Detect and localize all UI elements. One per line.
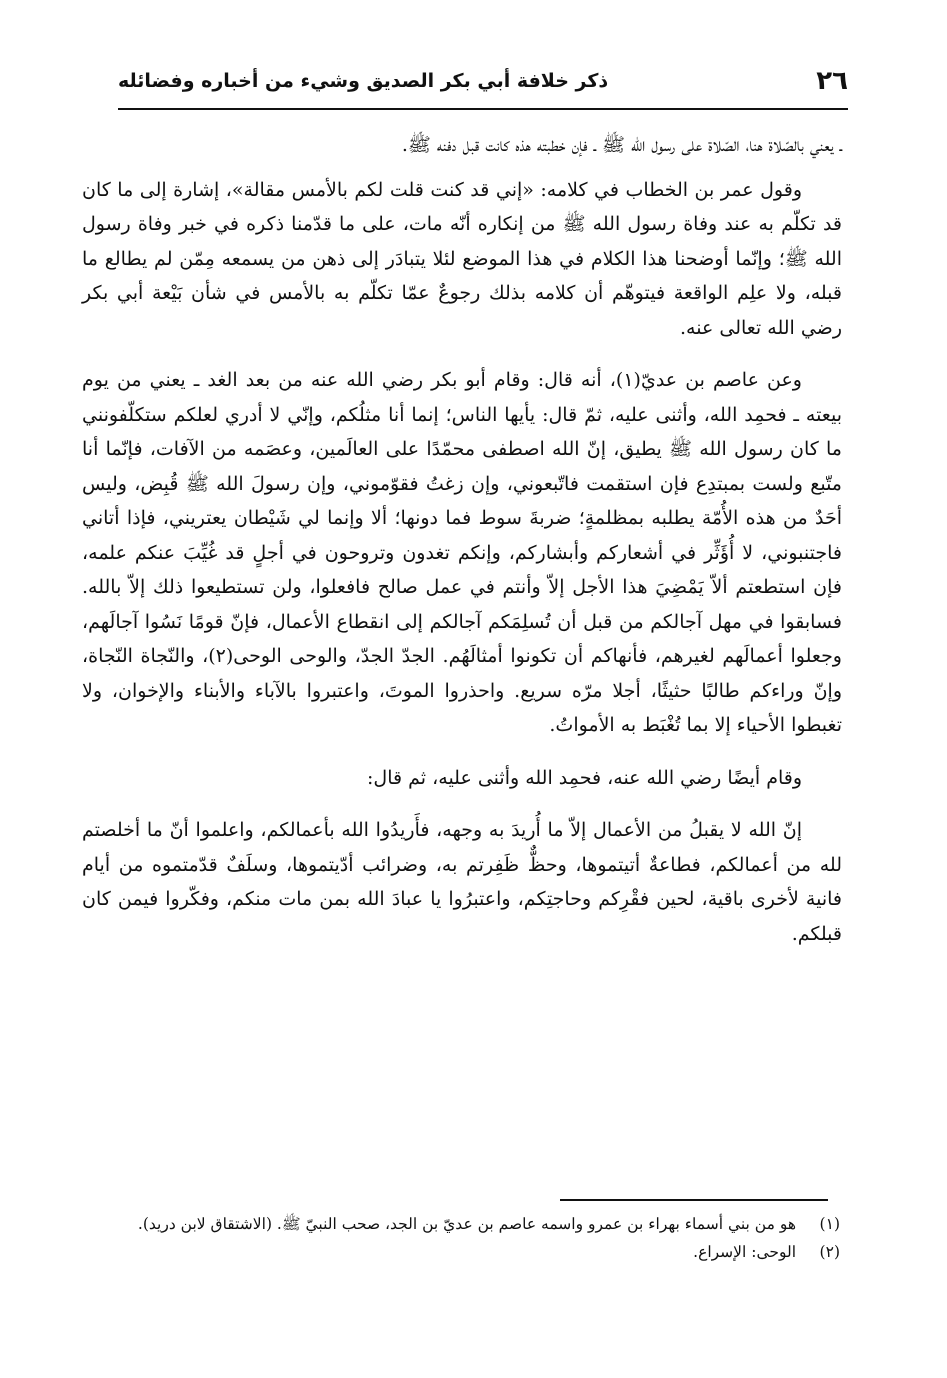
running-header — [118, 62, 848, 106]
paragraph-second-speech-intro: وقام أيضًا رضي الله عنه، فحمِد الله وأثنى عليه، ثم قال: — [367, 766, 802, 789]
paragraph-prayer-explanation: ـ يعني بالصّلاة هنا، الصّلاة على رسول الله ﷺ ـ فإن خطبته هذه كانت قبل دفنه ﷺ. — [401, 134, 842, 156]
footnote-text: هو من بني أسماء بهراء بن عمرو واسمه عاصم بن عديّ بن الجد، صحب النبيّ ﷺ. (الاشتقاق لابن دريد). — [137, 1215, 796, 1233]
paragraph-second-speech: إنّ الله لا يقبلُ من الأعمال إلاّ ما أُريدَ به وجهه، فأَريدُوا الله بأعمالكم، واعلموا أنّ ما أخلصتم لله من أعمالكم، فطاعةٌ أتيتموها، وحظٌّ ظَفِرتم به، وضرائب أدّيتموها، وسلَفٌ قدّمتموه من أيام فانية لأخرى باقية، لحين فقْرِكم وحاجتِكم، واعتبرُوا يا عبادَ الله بمن مات منكم، وفكّروا فيمن كان قبلكم. — [82, 819, 842, 945]
header-divider — [118, 108, 848, 110]
footnote-number: (١) — [819, 1215, 840, 1233]
footnote-text: الوحى: الإسراع. — [693, 1243, 796, 1261]
running-title: ذكر خلافة أبي بكر الصديق وشيء من أخباره وفضائله — [118, 70, 609, 92]
page-number: ٢٦ — [816, 66, 848, 96]
main-text — [82, 128, 842, 965]
paragraph-abu-bakr-first-speech: وعن عاصم بن عديّ(١)، أنه قال: وقام أبو بكر رضي الله عنه من بعد الغد ـ يعني من يوم بيعته ـ فحمِد الله، وأثنى عليه، ثمّ قال: يأيها الناس؛ إنما أنا مثلُكم، وإنّي لا أدري لعلكم ستكلّفونني ما كان رسول الله ﷺ يطيق، إنّ الله اصطفى محمّدًا على العالَمين، وعصَمه من الآفات، فإنّما أنا متّبع ولست بمبتدِع فإن استقمت فاتّبعوني، وإن زغتُ فقوّموني، وإن رسولَ الله ﷺ قُبِض، وليس أحَدٌ من هذه الأُمّة يطلبه بمظلمةٍ؛ ضربةَ سوط فما دونها؛ ألا وإنما لي شَيْطان يعتريني، فإذا أتاني فاجتنبوني، لا أُؤَثِّر في أشعاركم وأبشاركم، وإنكم تغدون وتروحون في أجلٍ قد غُيِّبَ عنكم علمه، فإن استطعتم ألاّ يَمْضِيَ هذا الأجل إلاّ وأنتم في عمل صالح فافعلوا، ولن تستطيعوا ذلك إلاّ بالله. فسابقوا في مهل آجالكم من قبل أن تُسلِمَكم آجالكم إلى انقطاع الأعمال، فإنّ قومًا نَسُوا آجالَهم، وجعلوا أعمالَهم لغيرهم، فأنهاكم أن تكونوا أمثالَهُم. الجدّ الجدّ، والوحى الوحى(٢)، والنّجاة النّجاة، وإنّ وراءكم طالبًا حثيثًا، أجلا مرّه سريع. واحذروا الموتَ، واعتبروا بالآباء والأبناء والإخوان، ولا تغبطوا الأحياء إلا بما تُغْبَط به الأمواتُ. — [82, 369, 842, 736]
paragraph-umar-statement: وقول عمر بن الخطاب في كلامه: «إني قد كنت قلت لكم بالأمس مقالة»، إشارة إلى ما كان قد تكلّم به عند وفاة رسول الله ﷺ من إنكاره أنّه مات، على ما قدّمنا ذكره في خبر وفاة رسول الله ﷺ؛ وإنّما أوضحنا هذا الكلام في هذا الموضع لئلا يتبادَر إلى ذهن من يسمعه مِمّن لم يطالع ما قبله، ولا علِم الواقعة فيتوهّم أن كلامه بذلك رجوعٌ عمّا تكلّم به بالأمس في شأن بَيْعة أبي بكر رضي الله تعالى عنه. — [82, 178, 842, 339]
footnote-2 — [82, 1238, 840, 1266]
footnotes — [82, 1210, 840, 1266]
footnote-1 — [82, 1210, 840, 1238]
footnote-divider — [560, 1199, 828, 1201]
footnote-number: (٢) — [819, 1243, 840, 1261]
